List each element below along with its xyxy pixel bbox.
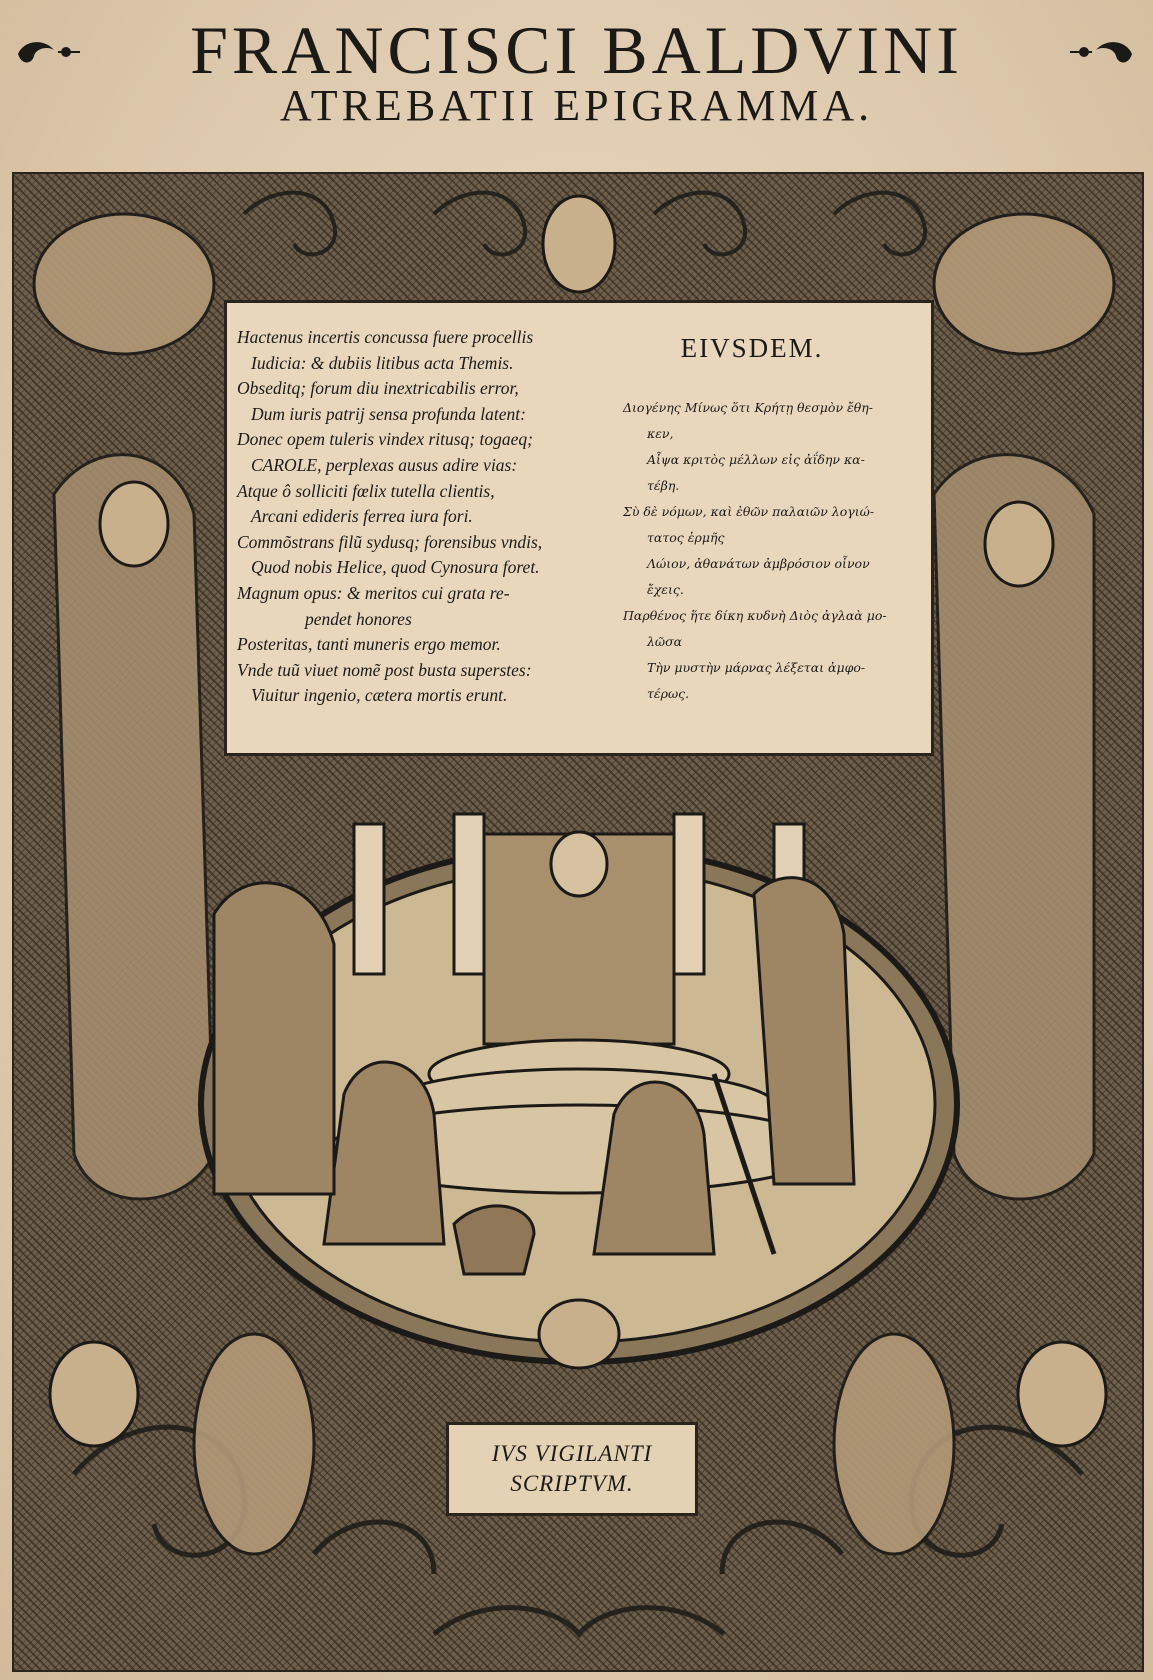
greek-line: Διογένης Μίνως ὅτι Κρήτῃ θεσμὸν ἔθη- [623,400,873,415]
latin-line: Donec opem tuleris vindex ritusq; togaeq; [237,429,533,450]
latin-line: CAROLE, perplexas ausus adire vias: [251,454,518,475]
greek-line: Σὺ δὲ νόμων, καὶ ἐθῶν παλαιῶν λογιώ- [623,504,875,519]
greek-epigram-heading: EIVSDEM. [680,333,824,363]
page-title: FRANCISCI BALDVINI [190,12,963,88]
greek-line: Λώιον, ἀθανάτων ἀμβρόσιον οἶνον [647,556,870,571]
greek-line: τέρως. [647,686,690,701]
latin-line: Dum iuris patrij sensa profunda latent: [251,403,526,424]
latin-line: Obseditq; forum diu inextricabilis error, [237,378,519,399]
motto-line: SCRIPTVM. [510,1471,634,1496]
greek-line: τέβη. [647,478,680,493]
greek-epigram [623,395,923,707]
text-cartouche [224,300,934,756]
latin-line: Viuitur ingenio, cætera mortis erunt. [251,685,508,706]
latin-line: Posteritas, tanti muneris ergo memor. [237,634,501,655]
page-subtitle: ATREBATII EPIGRAMMA. [279,81,874,130]
latin-line: Arcani edideris ferrea iura fori. [251,506,473,527]
greek-line: Αἶψα κριτὸς μέλλων εἰς ἀΐδην κα- [647,452,865,467]
greek-line: λῶσα [647,634,683,649]
latin-line: Hactenus incertis concussa fuere procellis [237,327,534,347]
latin-line: Atque ô solliciti fœlix tutella clientis, [237,480,495,501]
latin-line: Vnde tuũ viuet nomẽ post busta superstes: [237,659,532,680]
latin-line: Magnum opus: & meritos cui grata re- [237,582,510,603]
greek-line: τατος ἑρμῆς [647,530,725,545]
greek-line: Τὴν μυστὴν μάρνας λέξεται ἀμφο- [647,660,866,675]
latin-line: pendet honores [305,608,412,629]
motto-line: IVS VIGILANTI [491,1441,653,1466]
latin-line: Quod nobis Helice, quod Cynosura foret. [251,557,540,578]
greek-line: κεν, [647,426,674,441]
latin-line: Iudicia: & dubiis litibus acta Themis. [251,352,514,373]
motto-cartouche [446,1422,698,1516]
greek-line: ἔχεις. [647,582,684,597]
latin-epigram [237,325,607,709]
greek-line: Παρθένος ἥτε δίκη κυδνὴ Διὸς ἀγλαὰ μο- [623,608,887,623]
latin-line: Commõstrans filũ sydusq; forensibus vndis, [237,531,543,552]
